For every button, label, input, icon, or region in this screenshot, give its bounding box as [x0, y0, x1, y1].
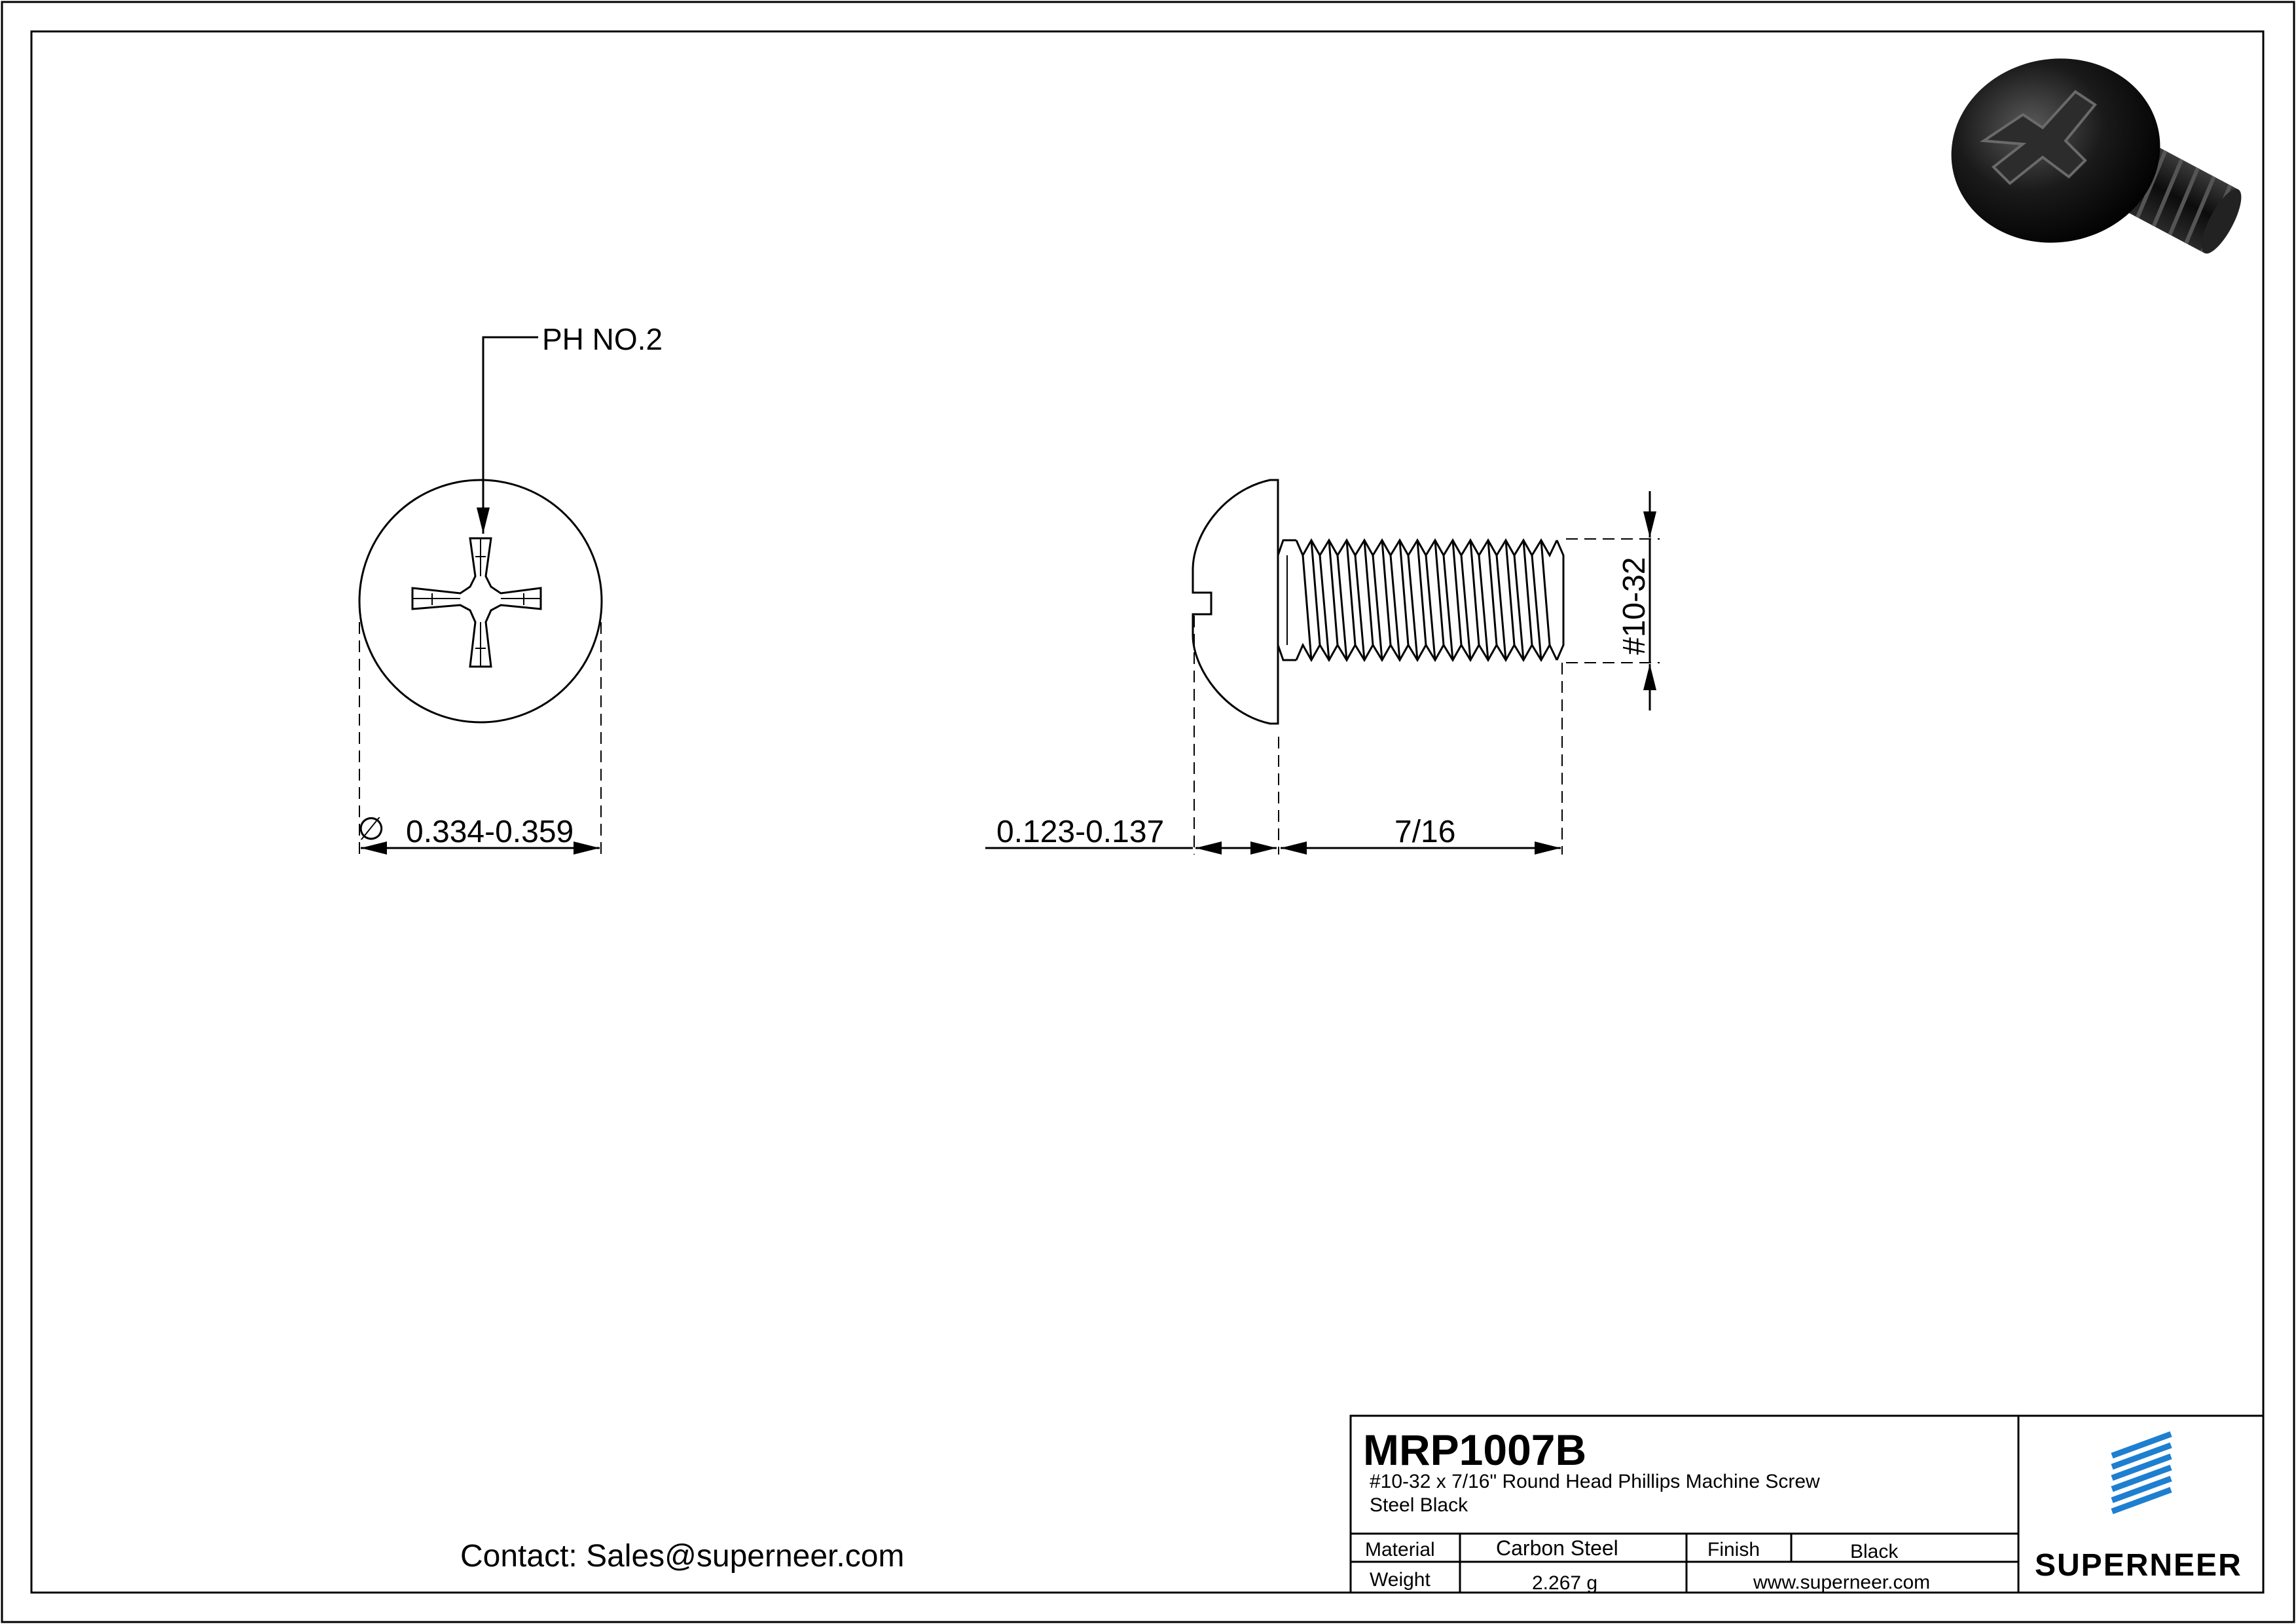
- brand-name: SUPERNEER: [2035, 1548, 2242, 1583]
- length-value: 7/16: [1394, 815, 1456, 849]
- thread-dimension: [1566, 491, 1660, 710]
- thread-label: #10-32: [1617, 557, 1652, 655]
- diameter-dimension: [357, 622, 601, 855]
- head-top-view: [359, 480, 602, 722]
- description-line2: Steel Black: [1370, 1494, 1468, 1516]
- diameter-value: 0.334-0.359: [406, 815, 574, 849]
- screw-3d-render-icon: [1937, 42, 2249, 259]
- drive-callout: [483, 322, 663, 534]
- weight-value: 2.267 g: [1532, 1572, 1598, 1594]
- material-value: Carbon Steel: [1496, 1536, 1618, 1560]
- diameter-symbol: ∅: [357, 812, 385, 847]
- contact-text: Contact: Sales@superneer.com: [460, 1539, 905, 1574]
- screw-side-view: [1193, 480, 1563, 724]
- part-number: MRP1007B: [1363, 1426, 1587, 1474]
- outer-border: [2, 2, 2294, 1622]
- description-line1: #10-32 x 7/16" Round Head Phillips Machine Screw: [1370, 1471, 1820, 1492]
- weight-label: Weight: [1370, 1569, 1430, 1591]
- material-label: Material: [1365, 1539, 1435, 1560]
- drive-label: PH NO.2: [542, 322, 663, 356]
- finish-label: Finish: [1707, 1539, 1760, 1560]
- website-link[interactable]: www.superneer.com: [1753, 1572, 1931, 1593]
- superneer-logo-icon: [2112, 1434, 2171, 1511]
- finish-value: Black: [1850, 1541, 1899, 1562]
- head-height-value: 0.123-0.137: [996, 815, 1165, 849]
